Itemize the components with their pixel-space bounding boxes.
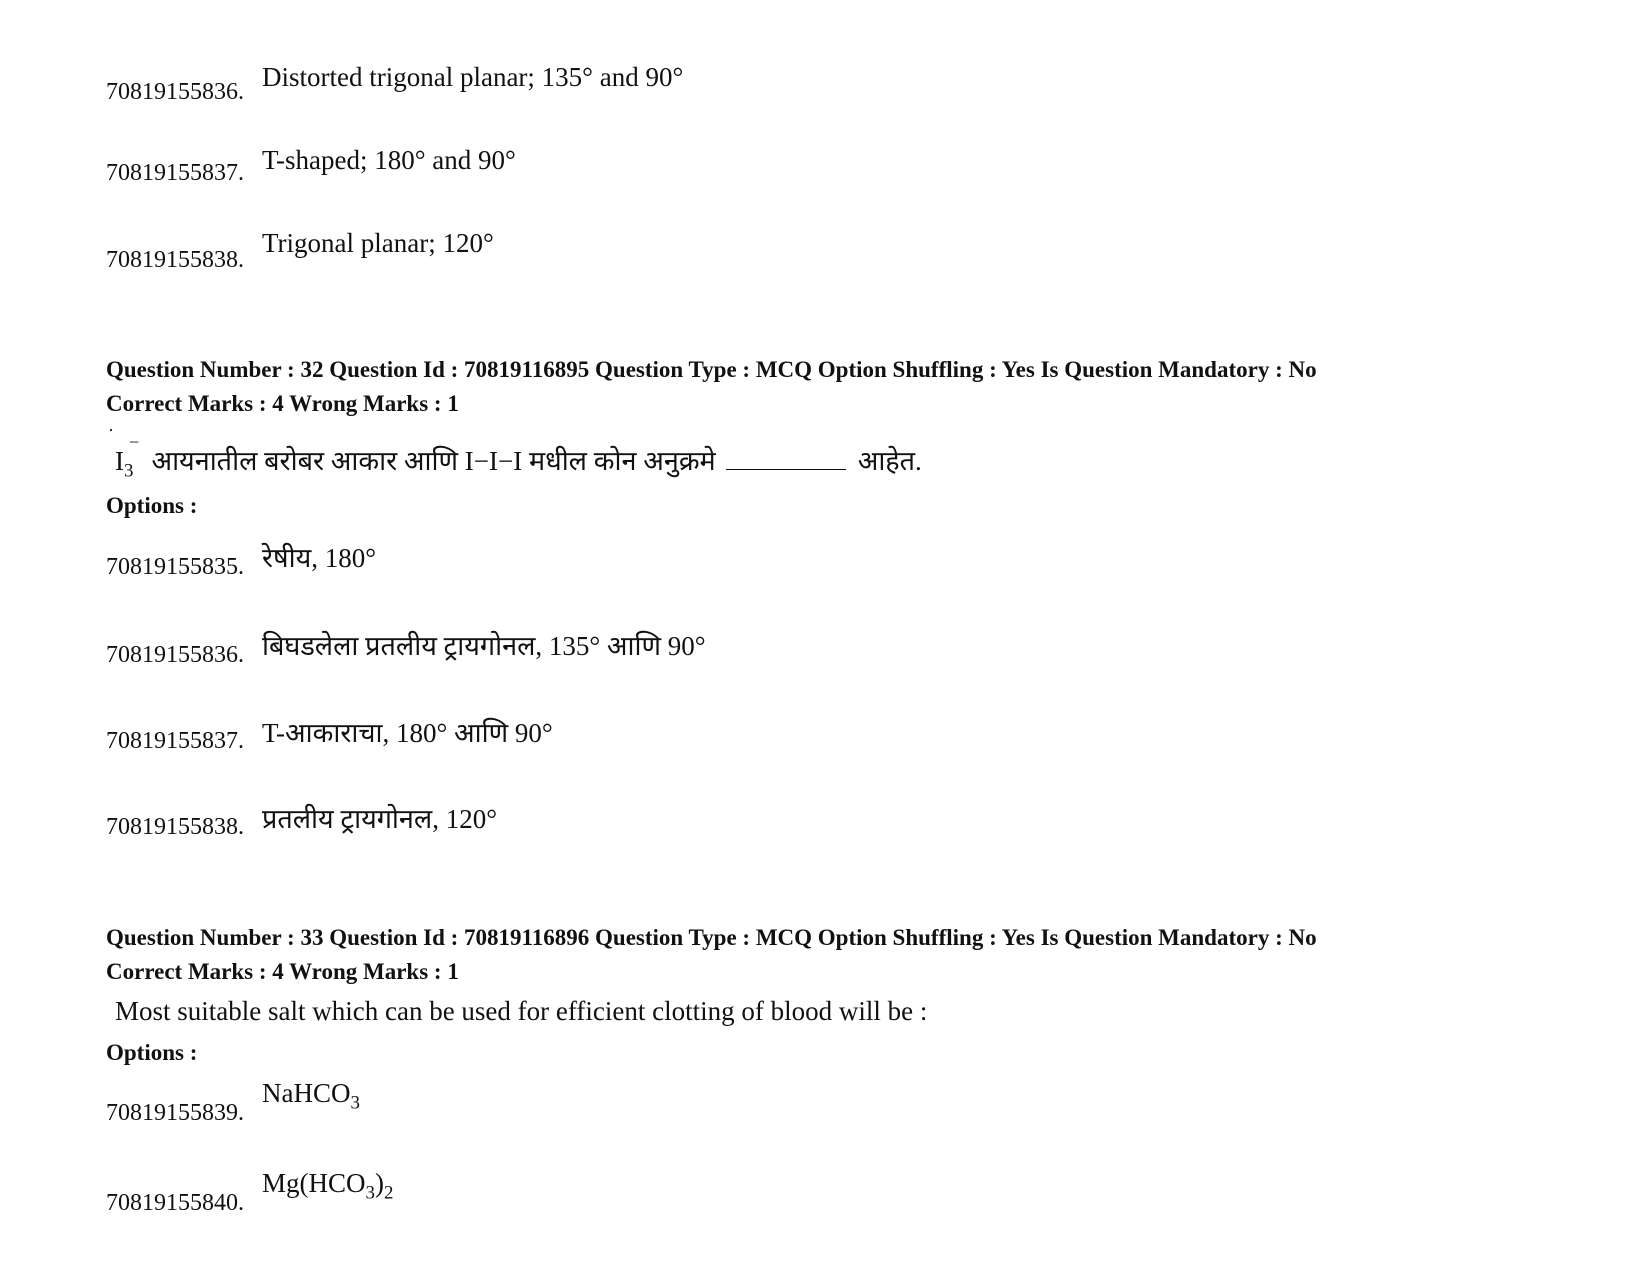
option-id: 70819155838.: [106, 247, 244, 273]
option-id: 70819155840.: [106, 1190, 244, 1216]
option-text: Distorted trigonal planar; 135° and 90°: [262, 62, 684, 92]
option-id: 70819155837.: [106, 160, 244, 186]
option-id: 70819155837.: [106, 728, 244, 754]
question-32-header: Question Number : 32 Question Id : 70819116895 Question Type : MCQ Option Shuffling : Yes Is Question Mandatory : No: [106, 357, 1317, 382]
question-33-header: Question Number : 33 Question Id : 70819116896 Question Type : MCQ Option Shuffling : Yes Is Question Mandatory : No: [106, 925, 1317, 950]
stray-dot: [110, 429, 112, 431]
question-32-text-part2: आहेत.: [857, 446, 922, 476]
option-id: 70819155836.: [106, 79, 244, 105]
option-text: रेषीय, 180°: [262, 543, 377, 573]
option-text: T-shaped; 180° and 90°: [262, 145, 516, 175]
option-text: T-आकाराचा, 180° आणि 90°: [262, 718, 553, 748]
options-label: Options :: [106, 1040, 198, 1065]
ion-formula: $I_3$ −: [115, 432, 140, 482]
question-32-text: [115, 432, 922, 482]
option-text: प्रतलीय ट्रायगोनल, 120°: [262, 804, 498, 834]
option-formula: NaHCO$_3$: [262, 1078, 360, 1114]
options-label: Options :: [106, 493, 198, 518]
option-id: 70819155838.: [106, 814, 244, 840]
question-32-marks: Correct Marks : 4 Wrong Marks : 1: [106, 391, 459, 416]
question-33-text: Most suitable salt which can be used for efficient clotting of blood will be :: [115, 996, 928, 1026]
fill-blank: [726, 469, 846, 470]
option-id: 70819155835.: [106, 554, 244, 580]
option-id: 70819155836.: [106, 642, 244, 668]
option-text: बिघडलेला प्रतलीय ट्रायगोनल, 135° आणि 90°: [262, 631, 706, 661]
question-32-text-part1: आयनातील बरोबर आकार आणि I−I−I मधील कोन अनुक्रमे: [151, 446, 716, 476]
question-33-marks: Correct Marks : 4 Wrong Marks : 1: [106, 959, 459, 984]
option-text: Trigonal planar; 120°: [262, 228, 494, 258]
option-formula: $Mg(HCO_3)_2$: [262, 1168, 394, 1204]
option-id: 70819155839.: [106, 1100, 244, 1126]
